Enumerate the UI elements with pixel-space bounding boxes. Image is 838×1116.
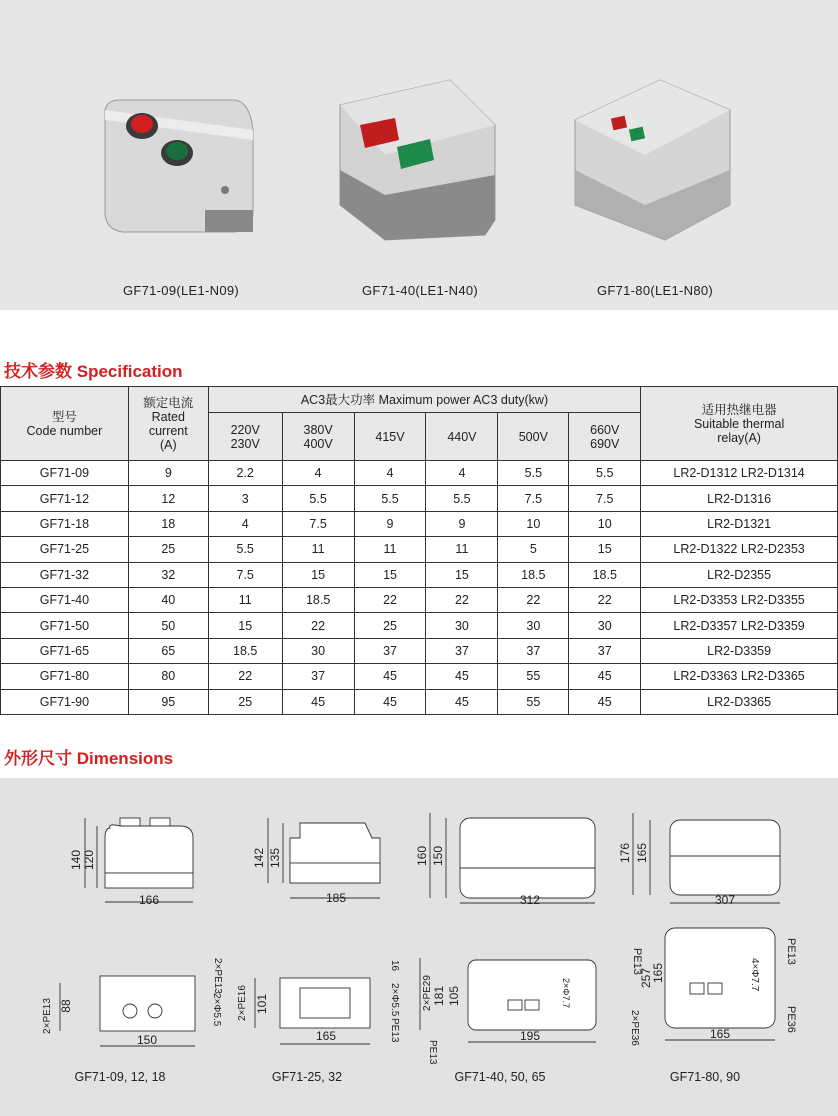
dim-4-pw: 165 [709, 1027, 731, 1041]
header-voltage-line1: 440V [447, 429, 477, 444]
table-cell: 37 [282, 664, 354, 689]
header-voltage-4 [498, 413, 569, 461]
table-cell: 30 [282, 638, 354, 663]
dim-2-h2: 135 [268, 847, 282, 869]
header-model-cn: 型号 [51, 409, 77, 424]
dim-3-hole: 2×Φ7.7 [561, 978, 571, 1008]
dim-4-h1: 176 [618, 842, 632, 864]
table-row [1, 664, 838, 689]
header-voltage-2 [354, 413, 426, 461]
specification-table [0, 386, 838, 715]
header-voltage-line1: 380V [303, 422, 333, 437]
table-cell: 25 [128, 537, 208, 562]
table-cell: 45 [282, 689, 354, 714]
table-cell: 18.5 [208, 638, 282, 663]
table-cell: 22 [498, 587, 569, 612]
table-cell: GF71-80 [1, 664, 129, 689]
table-cell: GF71-12 [1, 486, 129, 511]
table-cell: 30 [426, 613, 498, 638]
table-cell: 2.2 [208, 461, 282, 486]
dim-3-w: 312 [519, 893, 541, 907]
table-cell: 3 [208, 486, 282, 511]
table-row [1, 562, 838, 587]
header-voltage-line1: 500V [518, 429, 548, 444]
dim-1-w: 166 [138, 893, 160, 907]
header-voltage-line1: 660V [590, 422, 620, 437]
dim-4-pe-br: PE36 [785, 1006, 797, 1033]
dim-1-pw: 150 [136, 1033, 158, 1047]
product-caption-3: GF71-80(LE1-N80) [596, 283, 714, 298]
header-current-unit: (A) [159, 437, 177, 452]
dim-2-pe-left: 2×PE16 [237, 985, 248, 1021]
drawing-2-side-view [268, 818, 380, 898]
dim-2-w: 185 [325, 891, 347, 905]
dimensions-title [4, 744, 173, 769]
dim-3-h2: 150 [431, 845, 445, 867]
table-cell: 22 [354, 587, 426, 612]
dim-2-h1: 142 [252, 847, 266, 869]
table-cell: LR2-D1322 LR2-D2353 [641, 537, 838, 562]
table-cell: 5.5 [354, 486, 426, 511]
dimension-caption-4: GF71-80, 90 [669, 1070, 741, 1084]
table-row [1, 587, 838, 612]
table-cell: 9 [354, 511, 426, 536]
header-voltage-line2: 230V [230, 436, 260, 451]
table-cell: 10 [569, 511, 641, 536]
table-cell: 11 [282, 537, 354, 562]
dim-4-pe-bl: 2×PE36 [629, 1010, 640, 1046]
table-cell: 32 [128, 562, 208, 587]
table-cell: GF71-18 [1, 511, 129, 536]
table-cell: 30 [498, 613, 569, 638]
table-row [1, 537, 838, 562]
dim-2-side: 16 [389, 960, 400, 972]
dim-4-pe-tr: PE13 [785, 938, 797, 965]
table-cell: LR2-D2355 [641, 562, 838, 587]
drawing-2-plan-view [255, 978, 370, 1044]
table-cell: 5.5 [498, 461, 569, 486]
table-cell: 18.5 [282, 587, 354, 612]
header-current-cn: 额定电流 [143, 395, 194, 410]
table-cell: 7.5 [282, 511, 354, 536]
header-model-en: Code number [26, 423, 103, 438]
table-cell: 18.5 [498, 562, 569, 587]
table-cell: LR2-D3359 [641, 638, 838, 663]
table-cell: 80 [128, 664, 208, 689]
table-cell: 37 [426, 638, 498, 663]
table-cell: GF71-32 [1, 562, 129, 587]
table-row [1, 511, 838, 536]
table-cell: LR2-D3357 LR2-D3359 [641, 613, 838, 638]
header-voltage-5 [569, 413, 641, 461]
table-cell: LR2-D1312 LR2-D1314 [641, 461, 838, 486]
dim-1-hole: 2×Φ5.5 [211, 993, 222, 1027]
table-cell: 15 [426, 562, 498, 587]
dimensions-title-cn: 外形尺寸 [4, 749, 72, 768]
dim-3-pe-bottom: PE13 [427, 1040, 438, 1065]
header-relay-en2: relay(A) [717, 430, 761, 445]
table-cell: GF71-50 [1, 613, 129, 638]
dim-1-pe-top: 2×PE13 [212, 958, 223, 994]
table-cell: 15 [282, 562, 354, 587]
table-cell: 15 [569, 537, 641, 562]
table-cell: 7.5 [569, 486, 641, 511]
header-voltage-line2: 400V [303, 436, 333, 451]
table-cell: 4 [282, 461, 354, 486]
table-cell: 5.5 [282, 486, 354, 511]
table-cell: 45 [569, 689, 641, 714]
table-cell: 22 [208, 664, 282, 689]
product-caption-1: GF71-09(LE1-N09) [122, 283, 240, 298]
dim-4-pe-tl: PE13 [631, 948, 643, 975]
product-image-gf71-40 [335, 75, 500, 245]
specification-title [4, 357, 183, 382]
table-cell: LR2-D3363 LR2-D3365 [641, 664, 838, 689]
table-cell: 5.5 [569, 461, 641, 486]
header-model [1, 387, 129, 461]
header-current-en1: Rated [151, 409, 185, 424]
header-voltage-3 [426, 413, 498, 461]
dim-4-w: 307 [714, 893, 736, 907]
table-cell: 12 [128, 486, 208, 511]
table-cell: GF71-65 [1, 638, 129, 663]
table-cell: 95 [128, 689, 208, 714]
table-cell: 40 [128, 587, 208, 612]
table-row [1, 689, 838, 714]
dim-1-ph1: 88 [59, 999, 73, 1013]
specification-body [1, 461, 838, 715]
table-cell: 22 [569, 587, 641, 612]
table-cell: LR2-D1321 [641, 511, 838, 536]
dim-4-ph2: 165 [651, 962, 665, 984]
table-cell: 37 [498, 638, 569, 663]
header-voltage-line1: 415V [375, 429, 405, 444]
table-cell: GF71-25 [1, 537, 129, 562]
table-cell: GF71-40 [1, 587, 129, 612]
header-current [128, 387, 208, 461]
table-cell: GF71-09 [1, 461, 129, 486]
table-cell: LR2-D1316 [641, 486, 838, 511]
table-cell: LR2-D3365 [641, 689, 838, 714]
dim-1-h2: 120 [82, 849, 96, 871]
specification-title-cn: 技术参数 [4, 362, 72, 381]
table-cell: 5 [498, 537, 569, 562]
table-cell: 45 [354, 689, 426, 714]
dim-3-ph1: 181 [432, 985, 446, 1007]
table-row [1, 638, 838, 663]
header-current-en2: current [148, 423, 188, 438]
dimension-caption-1: GF71-09, 12, 18 [74, 1070, 166, 1084]
table-cell: 22 [282, 613, 354, 638]
table-cell: 37 [569, 638, 641, 663]
product-image-gf71-80 [570, 75, 740, 245]
table-cell: 4 [426, 461, 498, 486]
dimension-caption-2: GF71-25, 32 [271, 1070, 343, 1084]
table-cell: 50 [128, 613, 208, 638]
table-cell: 5.5 [426, 486, 498, 511]
dim-3-pw: 195 [519, 1029, 541, 1043]
table-cell: 45 [426, 664, 498, 689]
specification-title-en: Specification [76, 362, 183, 381]
dimension-drawings [0, 778, 838, 1116]
dimension-caption-3: GF71-40, 50, 65 [454, 1070, 546, 1084]
header-voltage-0 [208, 413, 282, 461]
table-cell: 11 [208, 587, 282, 612]
header-relay [641, 387, 838, 461]
dim-3-h1: 160 [415, 845, 429, 867]
table-cell: GF71-90 [1, 689, 129, 714]
header-voltage-line2: 690V [590, 436, 620, 451]
table-cell: 55 [498, 664, 569, 689]
product-caption-2: GF71-40(LE1-N40) [361, 283, 479, 298]
table-cell: 18.5 [569, 562, 641, 587]
dim-1-pe-left: 2×PE13 [42, 998, 53, 1034]
table-cell: 25 [354, 613, 426, 638]
dim-3-ph2: 105 [447, 985, 461, 1007]
table-cell: 4 [208, 511, 282, 536]
table-row [1, 486, 838, 511]
header-relay-cn: 适用热继电器 [701, 402, 777, 417]
table-row [1, 461, 838, 486]
table-cell: 30 [569, 613, 641, 638]
table-cell: 10 [498, 511, 569, 536]
table-cell: 45 [569, 664, 641, 689]
table-cell: 9 [128, 461, 208, 486]
table-cell: 7.5 [498, 486, 569, 511]
dim-1-h1: 140 [69, 849, 83, 871]
header-relay-en1: Suitable thermal [693, 416, 785, 431]
dim-4-hole: 4×Φ7.7 [749, 958, 760, 992]
table-cell: 7.5 [208, 562, 282, 587]
table-cell: 25 [208, 689, 282, 714]
table-cell: LR2-D3353 LR2-D3355 [641, 587, 838, 612]
product-image-gf71-09 [95, 90, 265, 250]
table-cell: 11 [354, 537, 426, 562]
header-voltage-line1: 220V [230, 422, 260, 437]
dimensions-title-en: Dimensions [76, 749, 174, 768]
dim-2-hole: 2×Φ5.5 [389, 983, 400, 1017]
table-row [1, 613, 838, 638]
dim-2-pw: 165 [315, 1029, 337, 1043]
drawing-1-plan-view [60, 976, 195, 1046]
table-cell: 11 [426, 537, 498, 562]
drawing-4-side-view [633, 813, 780, 903]
dim-4-ph1: 257 [639, 967, 653, 989]
table-cell: 22 [426, 587, 498, 612]
dim-2-ph1: 101 [255, 993, 269, 1015]
table-cell: 4 [354, 461, 426, 486]
drawing-3-side-view [430, 813, 595, 903]
table-cell: 18 [128, 511, 208, 536]
table-cell: 45 [354, 664, 426, 689]
dim-2-pe-right: PE13 [389, 1018, 400, 1043]
drawing-1-side-view [85, 818, 193, 902]
table-cell: 5.5 [208, 537, 282, 562]
header-voltage-1 [282, 413, 354, 461]
table-cell: 45 [426, 689, 498, 714]
table-cell: 55 [498, 689, 569, 714]
header-power-group: AC3最大功率 Maximum power AC3 duty(kw) [208, 387, 640, 413]
dim-4-h2: 165 [635, 842, 649, 864]
table-cell: 9 [426, 511, 498, 536]
table-cell: 15 [208, 613, 282, 638]
dim-3-pe-left: 2×PE29 [422, 975, 433, 1011]
table-cell: 37 [354, 638, 426, 663]
table-cell: 15 [354, 562, 426, 587]
table-cell: 65 [128, 638, 208, 663]
